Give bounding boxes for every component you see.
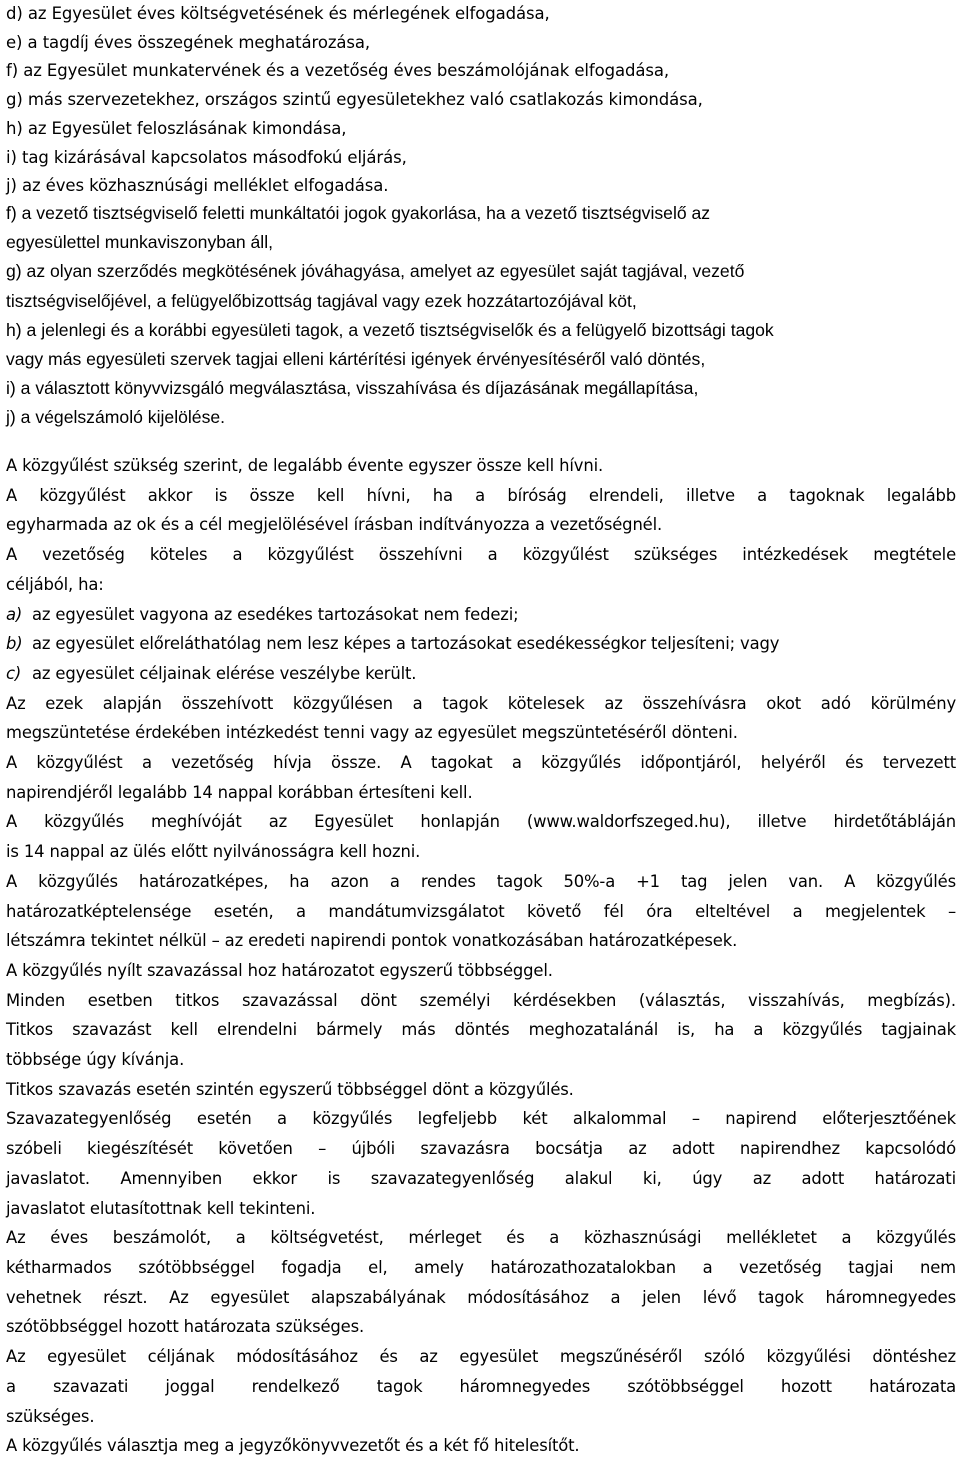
- paragraph-line: A közgyűlést akkor is össze kell hívni, ha a bíróság elrendeli, illetve a tagoknak legalább: [6, 485, 956, 505]
- paragraph-line: A közgyűlést szükség szerint, de legalább évente egyszer össze kell hívni.: [6, 456, 604, 475]
- paragraph-line: Minden esetben titkos szavazással dönt személyi kérdésekben (választás, visszahívás, megbízás).: [6, 990, 956, 1010]
- list-item: tisztségviselőjével, a felügyelőbizottság tagjával vagy ezek hozzátartozójával köt,: [6, 290, 637, 311]
- list-marker: a): [6, 604, 23, 624]
- list-item: h) az Egyesület feloszlásának kimondása,: [6, 118, 347, 138]
- list-item: vagy más egyesületi szervek tagjai elleni kártérítési igények érvényesítéséről való döntés,: [6, 349, 706, 370]
- list-item: h) a jelenlegi és a korábbi egyesületi tagok, a vezető tisztségviselők és a felügyelő bizottsági tagok: [6, 319, 774, 340]
- paragraph-line: a szavazati joggal rendelkező tagok háromnegyedes szótöbbséggel hozott határozata: [6, 1376, 956, 1396]
- paragraph-line: Az egyesület céljának módosításához és az egyesület megszűnéséről szóló közgyűlési döntéshez: [6, 1347, 956, 1367]
- paragraph-line: egyharmada az ok és a cél megjelölésével írásban indítványozza a vezetőségnél.: [6, 515, 663, 535]
- list-item: egyesülettel munkaviszonyban áll,: [6, 232, 273, 253]
- paragraph-line: Az ezek alapján összehívott közgyűlésen a tagok kötelesek az összehívásra okot adó körülmény: [6, 693, 956, 713]
- paragraph-line: A közgyűlés nyílt szavazással hoz határozatot egyszerű többséggel.: [6, 960, 553, 980]
- paragraph-line: javaslatot. Amennyiben ekkor is szavazategyenlőség alakul ki, úgy az adott határozati: [6, 1168, 956, 1188]
- paragraph-line: A közgyűlést a vezetőség hívja össze. A tagokat a közgyűlés időpontjáról, helyéről és tervezett: [6, 753, 956, 773]
- paragraph-line: vehetnek részt. Az egyesület alapszabályának módosításához a jelen lévő tagok háromnegyedes: [6, 1287, 956, 1307]
- list-marker: c): [6, 663, 22, 683]
- paragraph-line: Az éves beszámolót, a költségvetést, mérleget és a közhasznúsági mellékletet a közgyűlés: [6, 1228, 956, 1248]
- paragraph-line: Titkos szavazást kell elrendelni bármely más döntés meghozatalánál is, ha a közgyűlés tagjainak: [6, 1020, 956, 1040]
- list-b: [6, 199, 956, 433]
- list-item: d) az Egyesület éves költségvetésének és mérlegének elfogadása,: [6, 4, 550, 23]
- paragraph-line: is 14 nappal az ülés előtt nyilvánosságra kell hozni.: [6, 842, 421, 862]
- list-item: g) más szervezetekhez, országos szintű egyesületekhez való csatlakozás kimondása,: [6, 90, 703, 110]
- paragraph-line: Titkos szavazás esetén szintén egyszerű többséggel dönt a közgyűlés.: [6, 1079, 574, 1099]
- paragraph-line: A vezetőség köteles a közgyűlést összehívni a közgyűlést szükséges intézkedések megtétele: [6, 545, 956, 565]
- paragraph-line: céljából, ha:: [6, 574, 104, 594]
- paragraph-line: A közgyűlés határozatképes, ha azon a rendes tagok 50%-a +1 tag jelen van. A közgyűlés: [6, 871, 956, 891]
- paragraph-line: javaslatot elutasítottnak kell tekinteni.: [6, 1198, 316, 1218]
- list-item: f) az Egyesület munkatervének és a vezetőség éves beszámolójának elfogadása,: [6, 61, 670, 81]
- paragraph-line: szóbeli kiegészítését követően – újbóli szavazásra bocsátja az adott napirendhez kapcsolódó: [6, 1139, 956, 1159]
- list-item: j) az éves közhasznúsági melléklet elfogadása.: [6, 176, 389, 196]
- list-item: e) a tagdíj éves összegének meghatározása,: [6, 32, 371, 52]
- list-item: c) az egyesület céljainak elérése veszélybe került.: [6, 659, 956, 689]
- list-item: f) a vezető tisztségviselő feletti munkáltatói jogok gyakorlása, ha a vezető tisztségviselő az: [6, 203, 711, 223]
- paragraph-line: napirendjéről legalább 14 nappal korábban értesíteni kell.: [6, 782, 473, 802]
- paragraph-line: határozatképtelensége esetén, a mandátumvizsgálatot követő fél óra elteltével a megjelentek –: [6, 901, 956, 921]
- paragraph-line: többsége úgy kívánja.: [6, 1050, 185, 1070]
- paragraph-line: A közgyűlés választja meg a jegyzőkönyvvezetőt és a két fő hitelesítőt.: [6, 1436, 580, 1456]
- paragraph-line: szükséges.: [6, 1406, 95, 1426]
- body-text: [6, 451, 956, 1461]
- paragraph-line: létszámra tekintet nélkül – az eredeti napirendi pontok vonatkozásában határozatképesek.: [6, 931, 738, 951]
- list-item: b) az egyesület előreláthatólag nem lesz képes a tartozásokat esedékességkor teljesíteni; vagy: [6, 629, 956, 659]
- paragraph-line: megszüntetése érdekében intézkedést tenni vagy az egyesület megszüntetéséről dönteni.: [6, 723, 738, 743]
- list-item: i) tag kizárásával kapcsolatos másodfokú eljárás,: [6, 147, 407, 167]
- paragraph-line: Szavazategyenlőség esetén a közgyűlés legfeljebb két alkalommal – napirend előterjesztőének: [6, 1109, 956, 1129]
- list-item: j) a végelszámoló kijelölése.: [6, 407, 226, 428]
- list-item: i) a választott könyvvizsgáló megválasztása, visszahívása és díjazásának megállapítása,: [6, 378, 699, 399]
- list-a: [6, 0, 956, 201]
- paragraph-line: kétharmados szótöbbséggel fogadja el, amely határozathozatalokban a vezetőség tagjai nem: [6, 1257, 956, 1277]
- paragraph-line: A közgyűlés meghívóját az Egyesület honlapján (www.waldorfszeged.hu), illetve hirdetőtábláján: [6, 812, 956, 832]
- list-item: a) az egyesület vagyona az esedékes tartozásokat nem fedezi;: [6, 600, 956, 630]
- paragraph-line: szótöbbséggel hozott határozata szükséges.: [6, 1317, 365, 1337]
- list-item: g) az olyan szerződés megkötésének jóváhagyása, amelyet az egyesület saját tagjával, vezető: [6, 261, 745, 282]
- list-marker: b): [6, 634, 23, 654]
